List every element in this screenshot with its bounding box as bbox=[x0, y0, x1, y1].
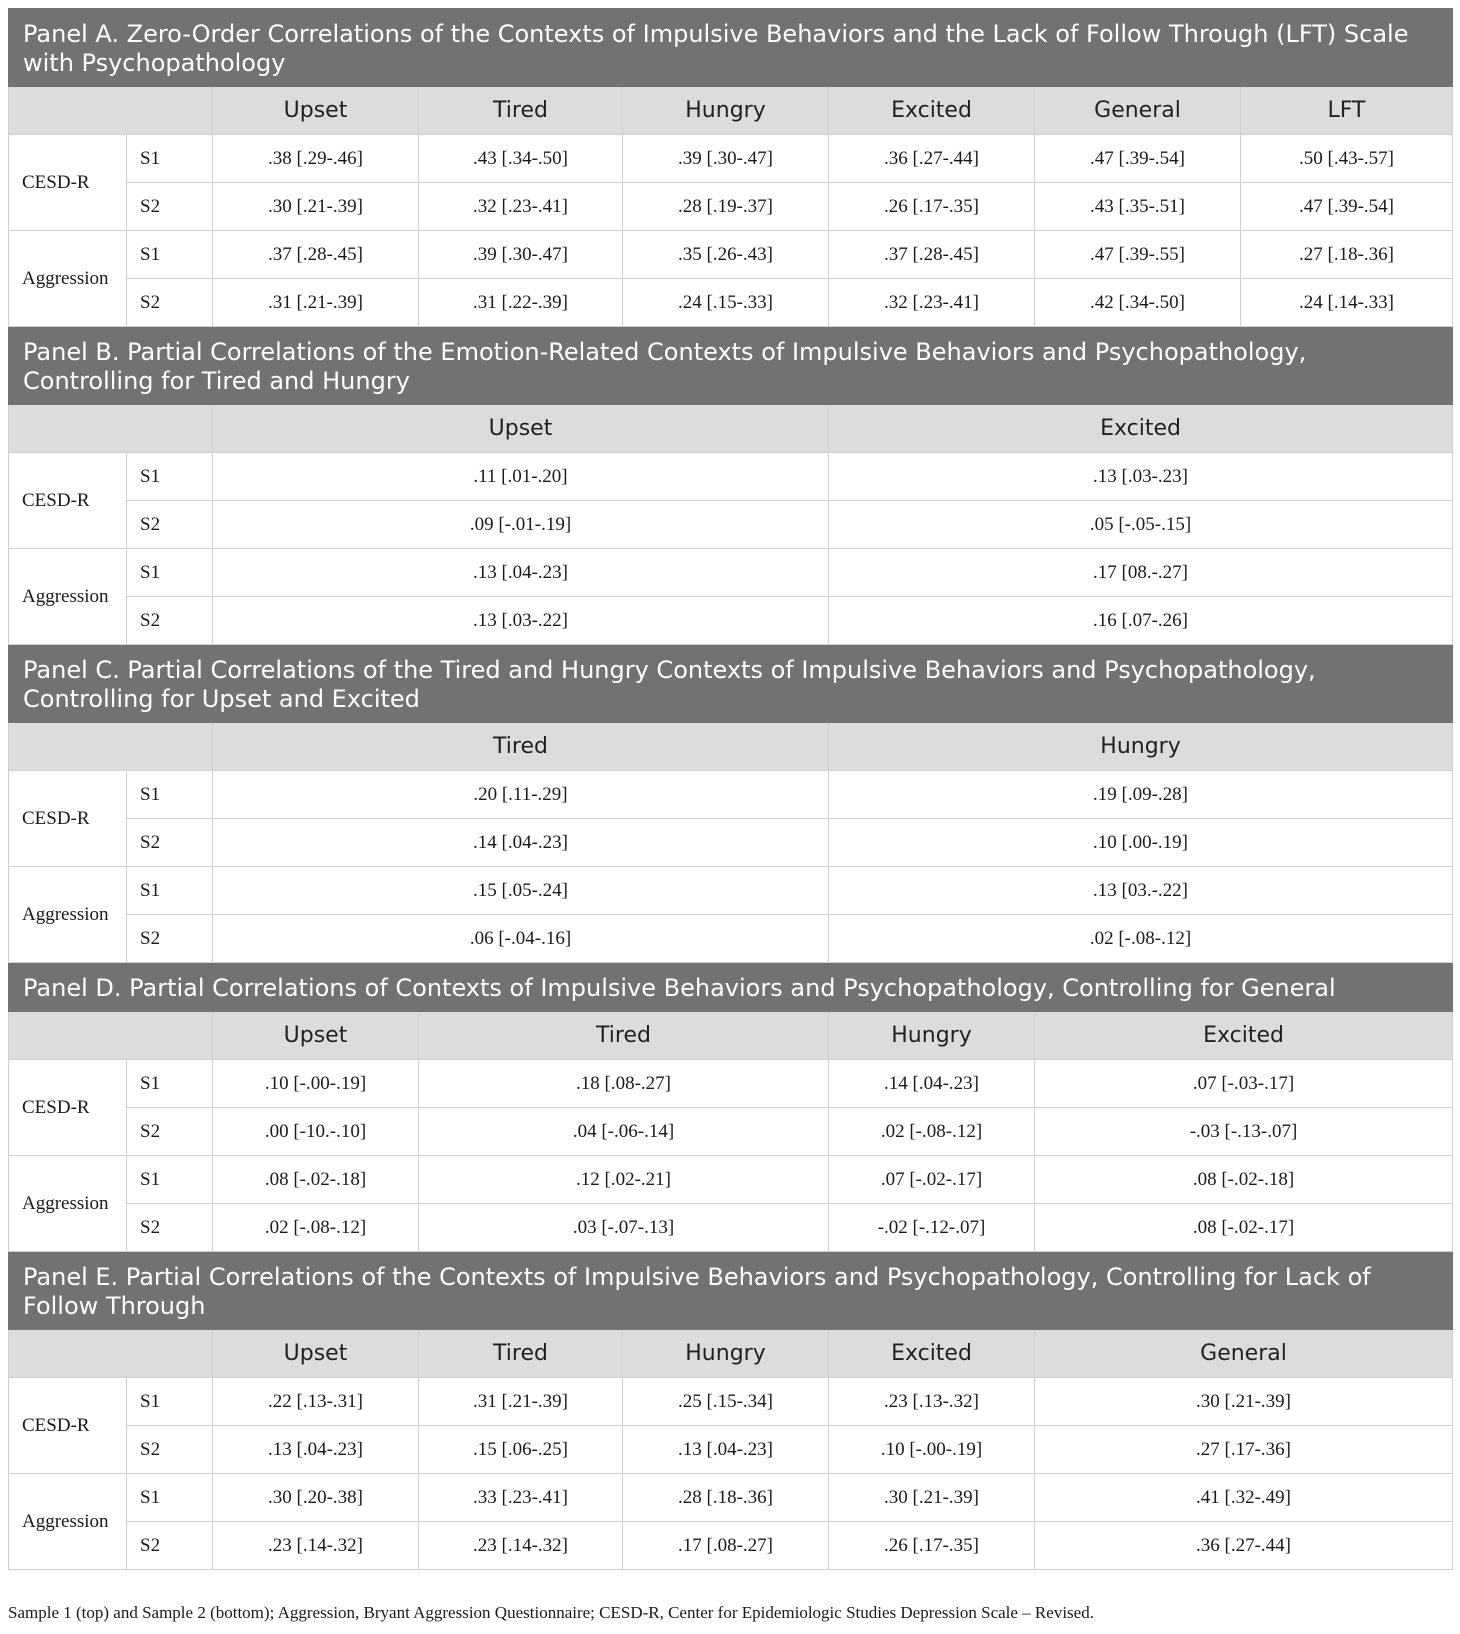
correlation-cell: .15 [.05-.24] bbox=[213, 867, 829, 915]
correlation-cell: .11 [.01-.20] bbox=[213, 453, 829, 501]
correlation-cell: .06 [-.04-.16] bbox=[213, 915, 829, 963]
correlation-cell: .25 [.15-.34] bbox=[623, 1378, 829, 1426]
correlation-cell: .18 [.08-.27] bbox=[419, 1060, 829, 1108]
correlation-cell: .04 [-.06-.14] bbox=[419, 1108, 829, 1156]
column-header: Hungry bbox=[829, 723, 1453, 771]
correlation-cell: .02 [-.08-.12] bbox=[829, 915, 1453, 963]
correlation-cell: .14 [.04-.23] bbox=[213, 819, 829, 867]
correlation-cell: .37 [.28-.45] bbox=[829, 231, 1035, 279]
correlation-cell: .15 [.06-.25] bbox=[419, 1426, 623, 1474]
table-row bbox=[9, 183, 1453, 231]
table-row bbox=[9, 1522, 1453, 1570]
correlation-cell: .07 [-.03-.17] bbox=[1035, 1060, 1453, 1108]
table-row bbox=[9, 1378, 1453, 1426]
correlation-cell: .30 [.21-.39] bbox=[829, 1474, 1035, 1522]
column-header: Upset bbox=[213, 87, 419, 135]
sample-label: S2 bbox=[127, 1522, 213, 1570]
column-header: Excited bbox=[829, 87, 1035, 135]
measure-label: Aggression bbox=[9, 231, 127, 327]
table-row bbox=[9, 231, 1453, 279]
correlation-cell: .05 [-.05-.15] bbox=[829, 501, 1453, 549]
correlation-cell: .13 [.03-.22] bbox=[213, 597, 829, 645]
sample-label: S1 bbox=[127, 1156, 213, 1204]
correlation-cell: .43 [.35-.51] bbox=[1035, 183, 1241, 231]
correlation-cell: .36 [.27-.44] bbox=[829, 135, 1035, 183]
correlation-table-document bbox=[8, 8, 1452, 1570]
measure-label: Aggression bbox=[9, 1156, 127, 1252]
correlation-cell: .36 [.27-.44] bbox=[1035, 1522, 1453, 1570]
panel-a-title-row bbox=[9, 9, 1453, 87]
sample-label: S1 bbox=[127, 453, 213, 501]
table-row bbox=[9, 915, 1453, 963]
correlation-cell: .16 [.07-.26] bbox=[829, 597, 1453, 645]
correlation-cell: .08 [-.02-.18] bbox=[213, 1156, 419, 1204]
table-row bbox=[9, 1156, 1453, 1204]
column-header: Excited bbox=[829, 1330, 1035, 1378]
correlation-cell: .13 [.04-.23] bbox=[213, 549, 829, 597]
header-blank-cell bbox=[9, 1012, 213, 1060]
correlation-cell: .47 [.39-.54] bbox=[1241, 183, 1453, 231]
measure-label: CESD-R bbox=[9, 1060, 127, 1156]
correlation-cell: .41 [.32-.49] bbox=[1035, 1474, 1453, 1522]
sample-label: S2 bbox=[127, 501, 213, 549]
panel-e-title-row bbox=[9, 1252, 1453, 1330]
panel-c-title-row bbox=[9, 645, 1453, 723]
panel-b-title-row bbox=[9, 327, 1453, 405]
correlation-cell: .33 [.23-.41] bbox=[419, 1474, 623, 1522]
correlation-cell: .39 [.30-.47] bbox=[623, 135, 829, 183]
column-header: Hungry bbox=[829, 1012, 1035, 1060]
table-body bbox=[9, 9, 1453, 1570]
correlation-cell: .17 [.08-.27] bbox=[623, 1522, 829, 1570]
sample-label: S1 bbox=[127, 1060, 213, 1108]
header-blank-cell bbox=[9, 723, 213, 771]
panel-d-header-row bbox=[9, 1012, 1453, 1060]
measure-label: CESD-R bbox=[9, 1378, 127, 1474]
sample-label: S2 bbox=[127, 1426, 213, 1474]
correlation-cell: .12 [.02-.21] bbox=[419, 1156, 829, 1204]
header-blank-cell bbox=[9, 87, 213, 135]
correlation-cell: .30 [.21-.39] bbox=[1035, 1378, 1453, 1426]
column-header: Hungry bbox=[623, 1330, 829, 1378]
column-header: Tired bbox=[419, 87, 623, 135]
measure-label: CESD-R bbox=[9, 453, 127, 549]
table-row bbox=[9, 1108, 1453, 1156]
correlation-cell: .23 [.14-.32] bbox=[419, 1522, 623, 1570]
correlation-cell: .30 [.20-.38] bbox=[213, 1474, 419, 1522]
column-header: Hungry bbox=[623, 87, 829, 135]
panel-b-header-row bbox=[9, 405, 1453, 453]
table-row bbox=[9, 867, 1453, 915]
table-row bbox=[9, 1426, 1453, 1474]
correlation-cell: .35 [.26-.43] bbox=[623, 231, 829, 279]
correlation-cell: .38 [.29-.46] bbox=[213, 135, 419, 183]
measure-label: CESD-R bbox=[9, 135, 127, 231]
table-row bbox=[9, 1060, 1453, 1108]
table-row bbox=[9, 819, 1453, 867]
correlation-cell: .42 [.34-.50] bbox=[1035, 279, 1241, 327]
sample-label: S1 bbox=[127, 135, 213, 183]
correlation-cell: .23 [.14-.32] bbox=[213, 1522, 419, 1570]
correlation-cell: .17 [08.-.27] bbox=[829, 549, 1453, 597]
correlation-cell: .26 [.17-.35] bbox=[829, 1522, 1035, 1570]
correlation-cell: -.02 [-.12-.07] bbox=[829, 1204, 1035, 1252]
column-header: Tired bbox=[419, 1330, 623, 1378]
column-header: Upset bbox=[213, 1330, 419, 1378]
sample-label: S2 bbox=[127, 1108, 213, 1156]
sample-label: S2 bbox=[127, 279, 213, 327]
sample-label: S1 bbox=[127, 231, 213, 279]
correlation-cell: .00 [-10.-.10] bbox=[213, 1108, 419, 1156]
sample-label: S2 bbox=[127, 597, 213, 645]
table-row bbox=[9, 135, 1453, 183]
panel-d-title-row bbox=[9, 963, 1453, 1012]
correlation-cell: .26 [.17-.35] bbox=[829, 183, 1035, 231]
correlation-cell: .27 [.18-.36] bbox=[1241, 231, 1453, 279]
correlation-cell: .47 [.39-.55] bbox=[1035, 231, 1241, 279]
correlation-cell: .13 [.04-.23] bbox=[213, 1426, 419, 1474]
column-header: Excited bbox=[1035, 1012, 1453, 1060]
panel-d-title: Panel D. Partial Correlations of Contexts of Impulsive Behaviors and Psychopathology, Controlling for General bbox=[9, 963, 1453, 1012]
correlation-cell: .13 [03.-.22] bbox=[829, 867, 1453, 915]
sample-label: S2 bbox=[127, 183, 213, 231]
correlation-cell: .13 [.03-.23] bbox=[829, 453, 1453, 501]
panel-b-title: Panel B. Partial Correlations of the Emotion-Related Contexts of Impulsive Behaviors and Psychopathology, Controlling for Tired and Hungry bbox=[9, 327, 1453, 405]
correlation-cell: .10 [-.00-.19] bbox=[213, 1060, 419, 1108]
correlation-cell: .02 [-.08-.12] bbox=[829, 1108, 1035, 1156]
column-header: Upset bbox=[213, 1012, 419, 1060]
column-header: Excited bbox=[829, 405, 1453, 453]
correlation-cell: .14 [.04-.23] bbox=[829, 1060, 1035, 1108]
correlation-cell: .02 [-.08-.12] bbox=[213, 1204, 419, 1252]
correlation-cell: .10 [-.00-.19] bbox=[829, 1426, 1035, 1474]
measure-label: CESD-R bbox=[9, 771, 127, 867]
correlation-cell: .37 [.28-.45] bbox=[213, 231, 419, 279]
correlation-cell: .07 [-.02-.17] bbox=[829, 1156, 1035, 1204]
header-blank-cell bbox=[9, 1330, 213, 1378]
correlation-cell: .27 [.17-.36] bbox=[1035, 1426, 1453, 1474]
correlation-cell: .03 [-.07-.13] bbox=[419, 1204, 829, 1252]
measure-label: Aggression bbox=[9, 1474, 127, 1570]
sample-label: S2 bbox=[127, 915, 213, 963]
correlation-cell: .32 [.23-.41] bbox=[829, 279, 1035, 327]
correlation-cell: .13 [.04-.23] bbox=[623, 1426, 829, 1474]
correlation-cell: .19 [.09-.28] bbox=[829, 771, 1453, 819]
correlation-cell: -.03 [-.13-.07] bbox=[1035, 1108, 1453, 1156]
sample-label: S1 bbox=[127, 549, 213, 597]
sample-label: S1 bbox=[127, 867, 213, 915]
panel-a-header-row bbox=[9, 87, 1453, 135]
column-header: General bbox=[1035, 87, 1241, 135]
column-header: General bbox=[1035, 1330, 1453, 1378]
correlation-cell: .22 [.13-.31] bbox=[213, 1378, 419, 1426]
correlation-cell: .31 [.22-.39] bbox=[419, 279, 623, 327]
sample-label: S1 bbox=[127, 1474, 213, 1522]
measure-label: Aggression bbox=[9, 549, 127, 645]
correlation-cell: .08 [-.02-.17] bbox=[1035, 1204, 1453, 1252]
table-footnote: Sample 1 (top) and Sample 2 (bottom); Aggression, Bryant Aggression Questionnaire; CESD-R, Center for Epidemiologic Studies Depression Scale – Revised. bbox=[8, 1603, 1094, 1622]
correlation-cell: .32 [.23-.41] bbox=[419, 183, 623, 231]
panel-c-title: Panel C. Partial Correlations of the Tired and Hungry Contexts of Impulsive Behaviors and Psychopathology, Controlling for Upset and Excited bbox=[9, 645, 1453, 723]
panel-c-header-row bbox=[9, 723, 1453, 771]
table-row bbox=[9, 279, 1453, 327]
column-header: Tired bbox=[213, 723, 829, 771]
header-blank-cell bbox=[9, 405, 213, 453]
correlation-cell: .23 [.13-.32] bbox=[829, 1378, 1035, 1426]
correlation-cell: .47 [.39-.54] bbox=[1035, 135, 1241, 183]
correlation-cell: .08 [-.02-.18] bbox=[1035, 1156, 1453, 1204]
correlation-cell: .10 [.00-.19] bbox=[829, 819, 1453, 867]
correlation-cell: .43 [.34-.50] bbox=[419, 135, 623, 183]
column-header: LFT bbox=[1241, 87, 1453, 135]
table-row bbox=[9, 771, 1453, 819]
column-header: Tired bbox=[419, 1012, 829, 1060]
correlation-cell: .30 [.21-.39] bbox=[213, 183, 419, 231]
correlation-cell: .09 [-.01-.19] bbox=[213, 501, 829, 549]
column-header: Upset bbox=[213, 405, 829, 453]
correlation-cell: .31 [.21-.39] bbox=[419, 1378, 623, 1426]
correlation-table bbox=[8, 8, 1453, 1570]
correlation-cell: .50 [.43-.57] bbox=[1241, 135, 1453, 183]
measure-label: Aggression bbox=[9, 867, 127, 963]
table-row bbox=[9, 453, 1453, 501]
panel-e-header-row bbox=[9, 1330, 1453, 1378]
table-row bbox=[9, 1204, 1453, 1252]
correlation-cell: .39 [.30-.47] bbox=[419, 231, 623, 279]
table-row bbox=[9, 597, 1453, 645]
sample-label: S1 bbox=[127, 1378, 213, 1426]
correlation-cell: .31 [.21-.39] bbox=[213, 279, 419, 327]
correlation-cell: .24 [.14-.33] bbox=[1241, 279, 1453, 327]
sample-label: S2 bbox=[127, 819, 213, 867]
correlation-cell: .28 [.18-.36] bbox=[623, 1474, 829, 1522]
table-row bbox=[9, 1474, 1453, 1522]
correlation-cell: .20 [.11-.29] bbox=[213, 771, 829, 819]
correlation-cell: .28 [.19-.37] bbox=[623, 183, 829, 231]
panel-e-title: Panel E. Partial Correlations of the Contexts of Impulsive Behaviors and Psychopathology, Controlling for Lack of Follow Through bbox=[9, 1252, 1453, 1330]
correlation-cell: .24 [.15-.33] bbox=[623, 279, 829, 327]
panel-a-title: Panel A. Zero-Order Correlations of the Contexts of Impulsive Behaviors and the Lack of Follow Through (LFT) Scale with Psychopathology bbox=[9, 9, 1453, 87]
table-row bbox=[9, 501, 1453, 549]
sample-label: S2 bbox=[127, 1204, 213, 1252]
sample-label: S1 bbox=[127, 771, 213, 819]
table-row bbox=[9, 549, 1453, 597]
